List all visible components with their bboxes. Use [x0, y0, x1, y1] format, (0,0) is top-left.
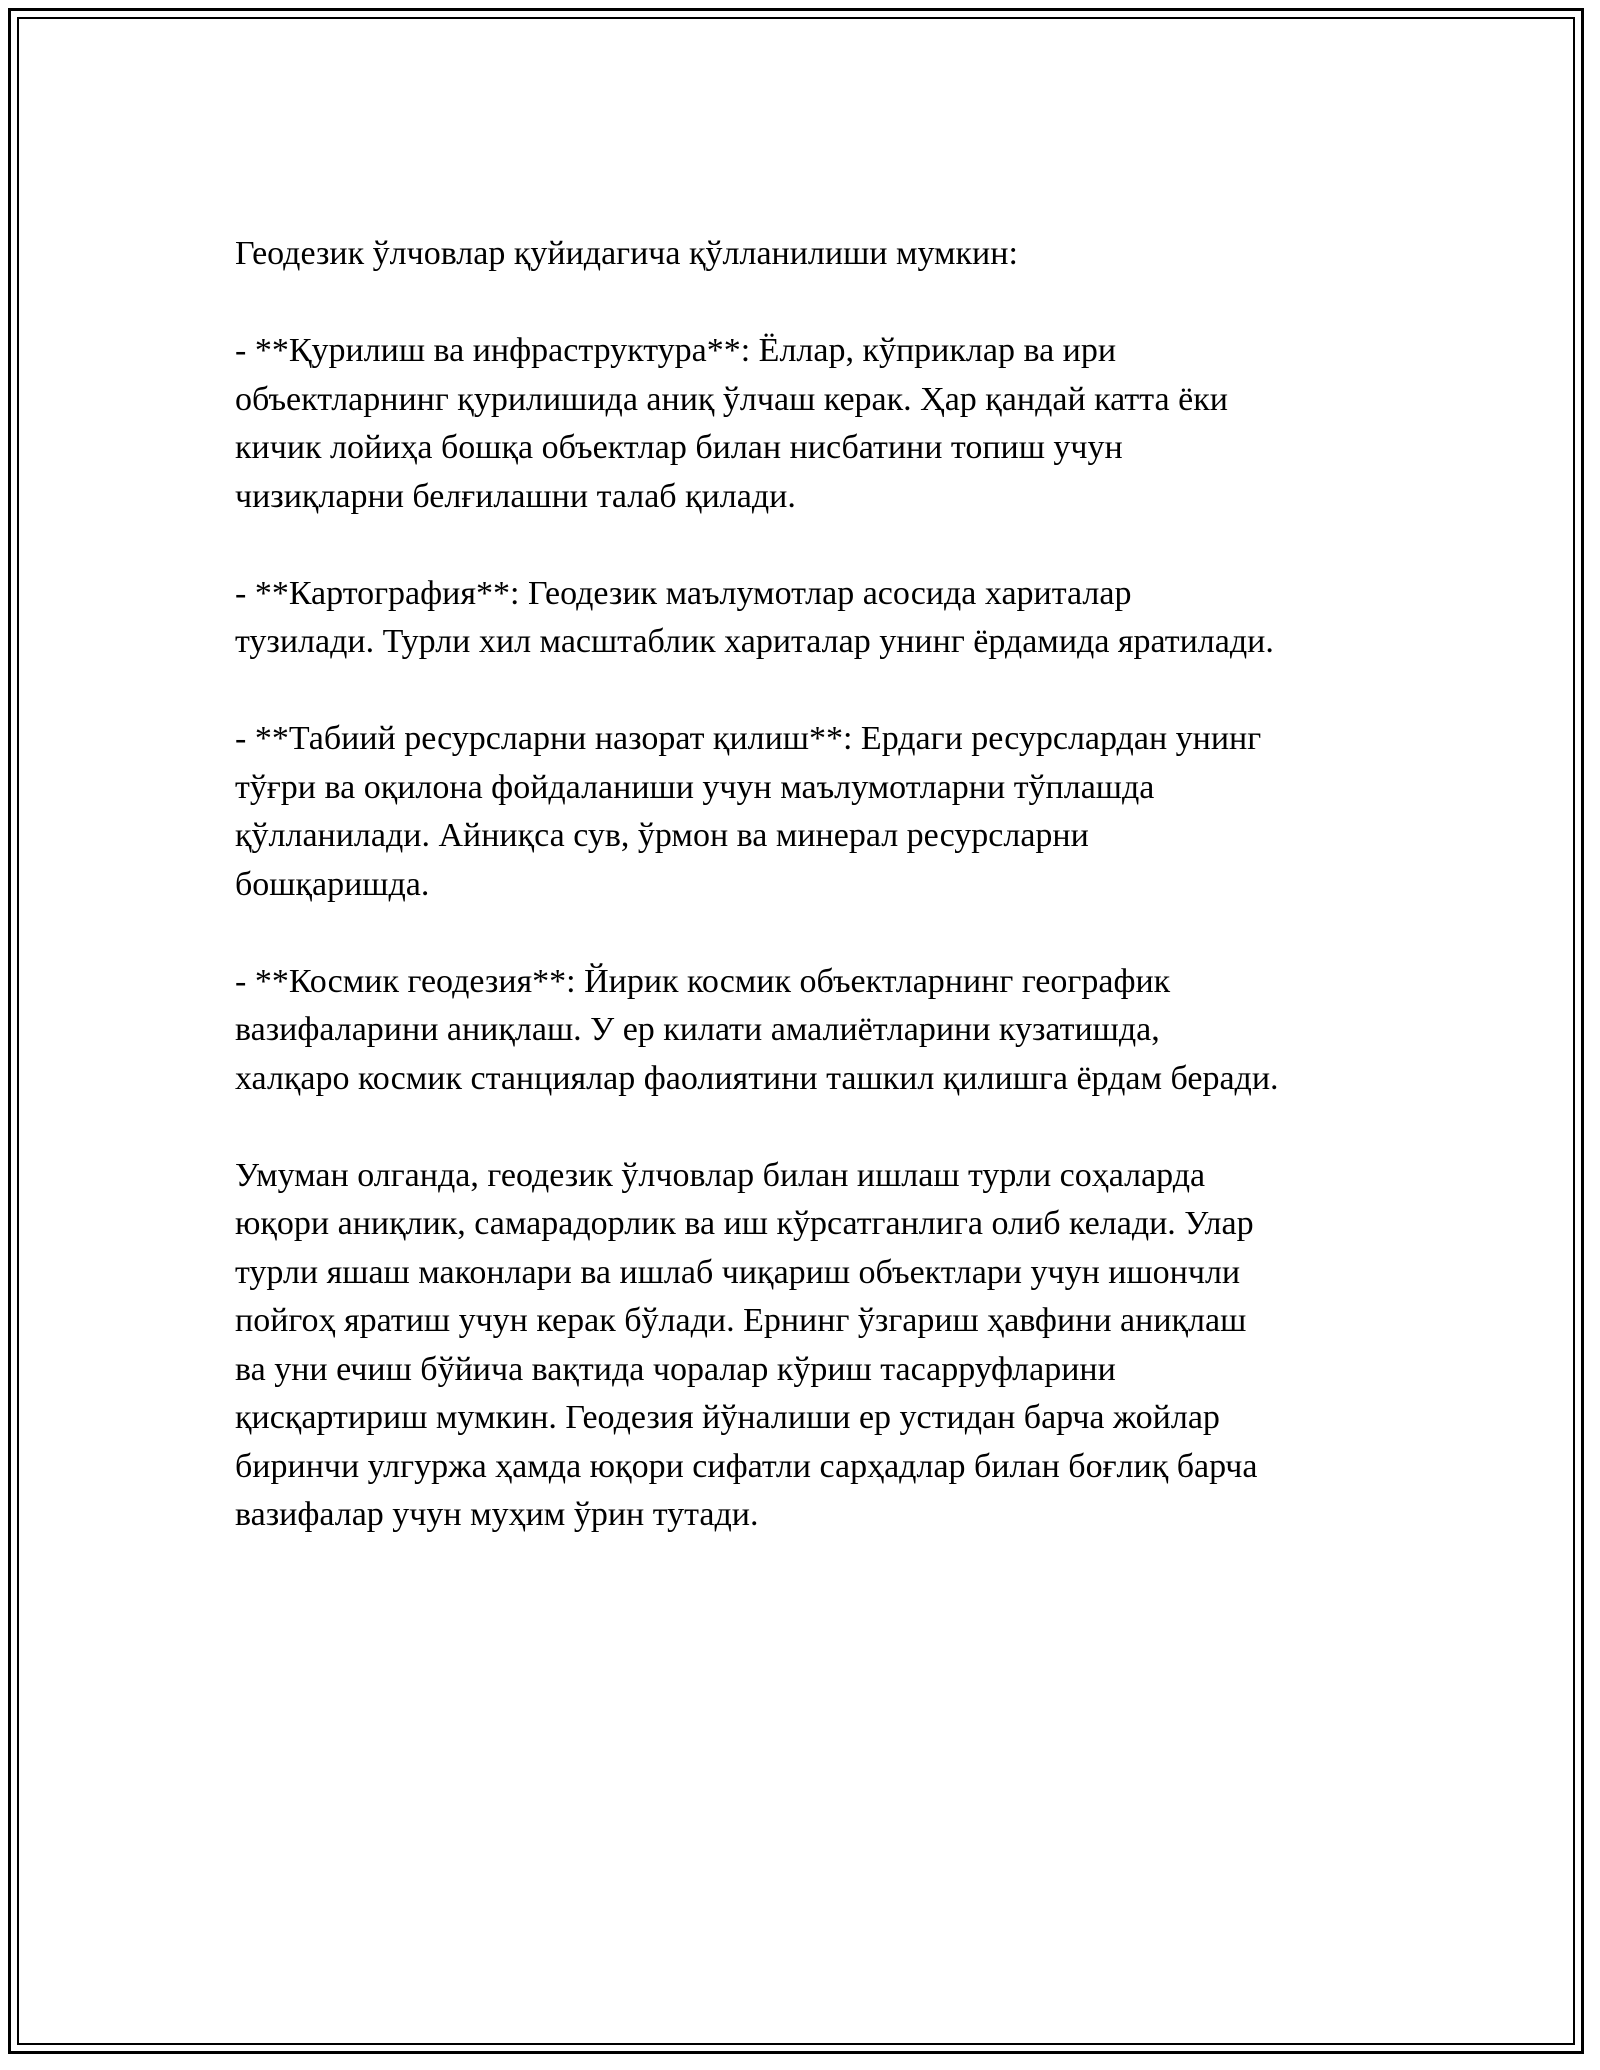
paragraph-line: - **Қурилиш ва инфраструктура**: Ёллар, кўприклар ва ири: [235, 332, 1117, 369]
paragraph-line: чизиқларни белғилашни талаб қилади.: [235, 477, 796, 515]
paragraph-line: Умуман олганда, геодезик ўлчовлар билан ишлаш турли соҳаларда: [235, 1156, 1206, 1194]
list-item-space-geodesy: [235, 958, 1395, 1104]
paragraph-line: қисқартириш мумкин. Геодезия йўналиши ер устидан барча жойлар: [235, 1399, 1220, 1436]
paragraph-line: кичик лойиҳа бошқа объектлар билан нисбатини топиш учун: [235, 429, 1123, 466]
paragraph-line: қўлланилади. Айниқса сув, ўрмон ва минерал ресурсларни: [235, 817, 1089, 854]
list-item-construction: [235, 327, 1395, 521]
paragraph-line: бошқаришда.: [235, 865, 430, 903]
paragraph-line: ва уни ечиш бўйича вақтида чоралар кўриш тасарруфларини: [235, 1350, 1116, 1388]
paragraph-line: - **Картография**: Геодезик маълумотлар асосида хариталар: [235, 574, 1132, 612]
paragraph-line: халқаро космик станциялар фаолиятини ташкил қилишга ёрдам беради.: [235, 1059, 1279, 1097]
paragraph-line: тўғри ва оқилона фойдаланиши учун маълумотларни тўплашда: [235, 768, 1155, 806]
paragraph-line: турли яшаш маконлари ва ишлаб чиқариш объектлари учун ишончли: [235, 1253, 1241, 1291]
list-item-natural-resources: [235, 715, 1395, 909]
conclusion-paragraph: [235, 1152, 1395, 1540]
intro-line: Геодезик ўлчовлар қуйидагича қўлланилиши мумкин:: [235, 235, 1018, 272]
paragraph-line: - **Космик геодезия**: Йирик космик объектларнинг географик: [235, 962, 1171, 1000]
paragraph-line: объектларнинг қурилишида аниқ ўлчаш керак. Ҳар қандай катта ёки: [235, 380, 1228, 418]
paragraph-line: юқори аниқлик, самарадорлик ва иш кўрсатганлига олиб келади. Улар: [235, 1205, 1254, 1242]
list-item-cartography: [235, 570, 1395, 667]
paragraph-line: вазифаларини аниқлаш. У ер килати амалиётларини кузатишда,: [235, 1011, 1160, 1048]
document-body: [235, 230, 1395, 1588]
paragraph-line: вазифалар учун муҳим ўрин тутади.: [235, 1496, 759, 1533]
paragraph-line: биринчи улгуржа ҳамда юқори сифатли сарҳадлар билан боғлиқ барча: [235, 1447, 1258, 1485]
paragraph-line: - **Табиий ресурсларни назорат қилиш**: Ердаги ресурслардан унинг: [235, 720, 1262, 757]
paragraph-line: пойгоҳ яратиш учун керак бўлади. Ернинг ўзгариш ҳавфини аниқлаш: [235, 1302, 1247, 1339]
intro-paragraph: [235, 230, 1395, 279]
paragraph-line: тузилади. Турли хил масштаблик хариталар унинг ёрдамида яратилади.: [235, 623, 1274, 660]
